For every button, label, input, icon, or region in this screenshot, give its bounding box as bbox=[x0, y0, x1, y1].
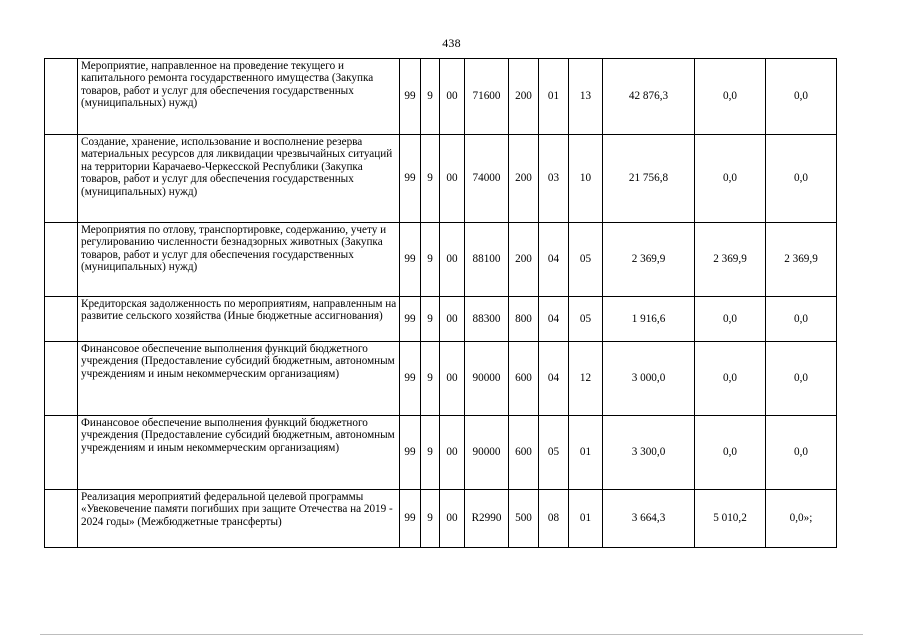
cell-direction-code: R2990 bbox=[465, 490, 509, 548]
page-number: 438 bbox=[442, 36, 461, 50]
cell-amount-year2: 0,0 bbox=[695, 342, 766, 416]
cell-amount-year2: 0,0 bbox=[695, 297, 766, 342]
cell-program: 99 bbox=[400, 297, 421, 342]
table-row bbox=[45, 59, 837, 135]
cell-subsection: 05 bbox=[569, 297, 603, 342]
row-number-cell bbox=[45, 416, 78, 490]
cell-subsection: 01 bbox=[569, 490, 603, 548]
cell-direction-code: 74000 bbox=[465, 135, 509, 223]
row-description: Финансовое обеспечение выполнения функций бюджетного учреждения (Предоставление субсидий бюджетным, автономным учреждениям и иным некоммерческим организациям) bbox=[78, 416, 400, 490]
table-row bbox=[45, 416, 837, 490]
cell-subprogram: 9 bbox=[421, 416, 440, 490]
cell-program: 99 bbox=[400, 416, 421, 490]
cell-main-event: 00 bbox=[440, 490, 465, 548]
cell-section: 01 bbox=[539, 59, 569, 135]
cell-expense-type: 500 bbox=[509, 490, 539, 548]
cell-amount-year1: 2 369,9 bbox=[603, 223, 695, 297]
row-description: Кредиторская задолженность по мероприятиям, направленным на развитие сельского хозяйства (Иные бюджетные ассигнования) bbox=[78, 297, 400, 342]
cell-amount-year1: 1 916,6 bbox=[603, 297, 695, 342]
cell-amount-year2: 0,0 bbox=[695, 59, 766, 135]
cell-amount-year2: 5 010,2 bbox=[695, 490, 766, 548]
cell-amount-year3: 0,0 bbox=[766, 297, 837, 342]
cell-program: 99 bbox=[400, 59, 421, 135]
cell-amount-year1: 42 876,3 bbox=[603, 59, 695, 135]
cell-amount-year3: 0,0 bbox=[766, 416, 837, 490]
row-description: Создание, хранение, использование и восполнение резерва материальных ресурсов для ликвидации чрезвычайных ситуаций на территории Карачаево-Черкесской Республики (Закупка товаров, работ и услуг для обеспечения государственных (муниципальных) нужд) bbox=[78, 135, 400, 223]
cell-program: 99 bbox=[400, 135, 421, 223]
cell-program: 99 bbox=[400, 342, 421, 416]
cell-main-event: 00 bbox=[440, 342, 465, 416]
cell-direction-code: 90000 bbox=[465, 342, 509, 416]
table-row bbox=[45, 135, 837, 223]
cell-expense-type: 600 bbox=[509, 342, 539, 416]
row-number-cell bbox=[45, 297, 78, 342]
row-number-cell bbox=[45, 342, 78, 416]
row-description: Реализация мероприятий федеральной целевой программы «Увековечение памяти погибших при защите Отечества на 2019 - 2024 годы» (Межбюджетные трансферты) bbox=[78, 490, 400, 548]
cell-amount-year1: 3 664,3 bbox=[603, 490, 695, 548]
cell-expense-type: 800 bbox=[509, 297, 539, 342]
cell-direction-code: 88100 bbox=[465, 223, 509, 297]
cell-amount-year1: 21 756,8 bbox=[603, 135, 695, 223]
row-number-cell bbox=[45, 59, 78, 135]
cell-amount-year2: 2 369,9 bbox=[695, 223, 766, 297]
row-number-cell bbox=[45, 135, 78, 223]
cell-subsection: 10 bbox=[569, 135, 603, 223]
cell-section: 04 bbox=[539, 223, 569, 297]
cell-amount-year2: 0,0 bbox=[695, 416, 766, 490]
cell-subsection: 12 bbox=[569, 342, 603, 416]
cell-amount-year3: 2 369,9 bbox=[766, 223, 837, 297]
cell-main-event: 00 bbox=[440, 135, 465, 223]
row-description: Финансовое обеспечение выполнения функций бюджетного учреждения (Предоставление субсидий бюджетным, автономным учреждениям и иным некоммерческим организациям) bbox=[78, 342, 400, 416]
cell-direction-code: 90000 bbox=[465, 416, 509, 490]
cell-amount-year2: 0,0 bbox=[695, 135, 766, 223]
scan-edge-line bbox=[40, 634, 863, 635]
cell-subsection: 05 bbox=[569, 223, 603, 297]
cell-section: 08 bbox=[539, 490, 569, 548]
row-description: Мероприятия по отлову, транспортировке, содержанию, учету и регулированию численности безнадзорных животных (Закупка товаров, работ и услуг для обеспечения государственных (муниципальных) нужд) bbox=[78, 223, 400, 297]
table-row bbox=[45, 223, 837, 297]
cell-amount-year3: 0,0 bbox=[766, 135, 837, 223]
cell-section: 04 bbox=[539, 342, 569, 416]
cell-subsection: 01 bbox=[569, 416, 603, 490]
table-row bbox=[45, 297, 837, 342]
table-row bbox=[45, 342, 837, 416]
cell-subsection: 13 bbox=[569, 59, 603, 135]
cell-direction-code: 88300 bbox=[465, 297, 509, 342]
row-number-cell bbox=[45, 223, 78, 297]
table-row bbox=[45, 490, 837, 548]
cell-amount-year3: 0,0 bbox=[766, 59, 837, 135]
row-description: Мероприятие, направленное на проведение текущего и капитального ремонта государственного имущества (Закупка товаров, работ и услуг для обеспечения государственных (муниципальных) нужд) bbox=[78, 59, 400, 135]
cell-main-event: 00 bbox=[440, 297, 465, 342]
cell-program: 99 bbox=[400, 490, 421, 548]
cell-subprogram: 9 bbox=[421, 59, 440, 135]
cell-amount-year1: 3 000,0 bbox=[603, 342, 695, 416]
cell-amount-year3: 0,0 bbox=[766, 342, 837, 416]
cell-main-event: 00 bbox=[440, 59, 465, 135]
cell-section: 05 bbox=[539, 416, 569, 490]
cell-direction-code: 71600 bbox=[465, 59, 509, 135]
cell-subprogram: 9 bbox=[421, 135, 440, 223]
cell-amount-year3: 0,0»; bbox=[766, 490, 837, 548]
cell-subprogram: 9 bbox=[421, 342, 440, 416]
cell-section: 04 bbox=[539, 297, 569, 342]
cell-section: 03 bbox=[539, 135, 569, 223]
cell-program: 99 bbox=[400, 223, 421, 297]
cell-main-event: 00 bbox=[440, 416, 465, 490]
row-number-cell bbox=[45, 490, 78, 548]
cell-subprogram: 9 bbox=[421, 490, 440, 548]
budget-table bbox=[44, 58, 837, 548]
cell-expense-type: 600 bbox=[509, 416, 539, 490]
cell-expense-type: 200 bbox=[509, 135, 539, 223]
cell-expense-type: 200 bbox=[509, 223, 539, 297]
cell-amount-year1: 3 300,0 bbox=[603, 416, 695, 490]
cell-expense-type: 200 bbox=[509, 59, 539, 135]
cell-subprogram: 9 bbox=[421, 223, 440, 297]
cell-main-event: 00 bbox=[440, 223, 465, 297]
cell-subprogram: 9 bbox=[421, 297, 440, 342]
